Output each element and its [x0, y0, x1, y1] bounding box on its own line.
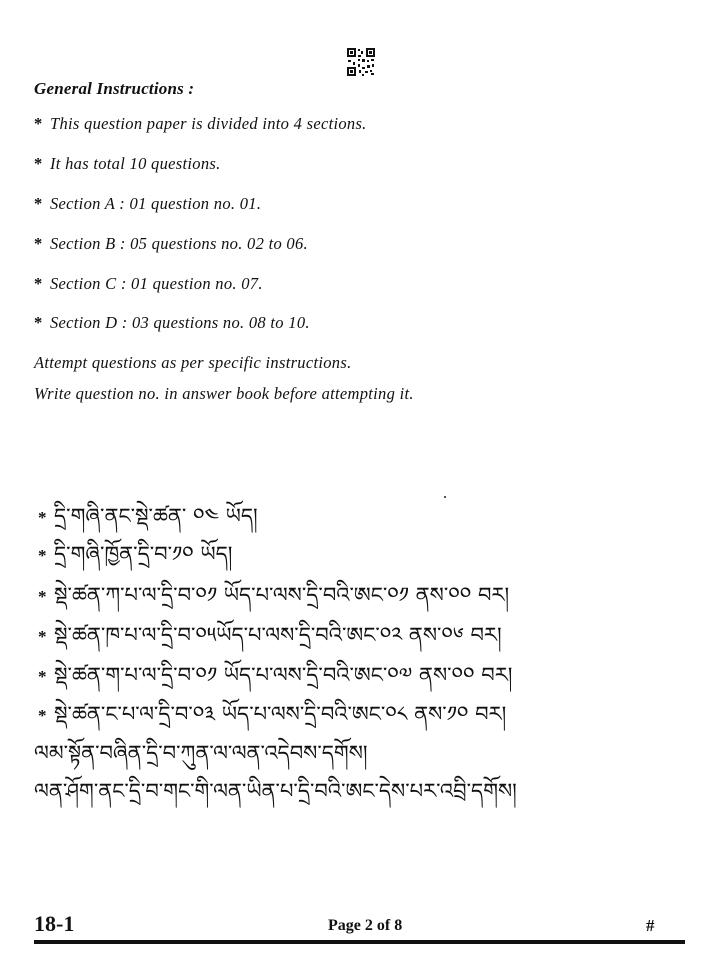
note-line: Attempt questions as per specific instructions. [34, 353, 352, 372]
instruction-line [34, 234, 308, 254]
tibetan-note-line: ལན་ཤོག་ནང་དྲི་བ་གང་གི་ལན་ཡིན་པ་དྲི་བའི་ཨང་དེས་པར་འབྲི་དགོས། [34, 779, 517, 803]
bullet-star: * [34, 154, 43, 173]
bullet-star: * [38, 667, 47, 686]
bullet-star: * [38, 587, 47, 606]
bullet-star: * [38, 546, 47, 565]
bullet-star: * [38, 508, 47, 527]
instruction-line [34, 194, 261, 214]
bullet-star: * [34, 313, 43, 332]
footer-rule [34, 940, 685, 944]
instruction-line [34, 154, 221, 174]
footer-mark: # [646, 916, 655, 935]
tibetan-text: སྡེ་ཚན་ཁ་པ་ལ་དྲི་བ་༠༥ཡོད་པ་ལས་དྲི་བའི་ཨང་༠༢ ནས་༠༦ བར། [54, 623, 502, 647]
instructions-heading: General Instructions : [34, 79, 195, 98]
instruction-text: Section D : 03 questions no. 08 to 10. [50, 313, 310, 332]
bullet-star: * [34, 274, 43, 293]
bullet-star: * [38, 627, 47, 646]
tibetan-note-line: ལམ་སྟོན་བཞིན་དྲི་བ་ཀུན་ལ་ལན་འདེབས་དགོས། [34, 741, 368, 765]
instruction-text: Section A : 01 question no. 01. [50, 194, 262, 213]
instruction-line [34, 274, 263, 294]
bullet-star: * [34, 194, 43, 213]
paper-code: 18-1 [34, 911, 75, 936]
stray-dot [444, 496, 446, 498]
tibetan-text: སྡེ་ཚན་ག་པ་ལ་དྲི་བ་༠༡ ཡོད་པ་ལས་དྲི་བའི་ཨང་༠༧ ནས་༠༠ བར། [54, 663, 513, 687]
tibetan-text: སྡེ་ཚན་ཀ་པ་ལ་དྲི་བ་༠༡ ཡོད་པ་ལས་དྲི་བའི་ཨང་༠༡ ནས་༠༠ བར། [54, 583, 510, 607]
bullet-star: * [34, 114, 43, 133]
tibetan-text: སྡེ་ཚན་ང་པ་ལ་དྲི་བ་༠༣ ཡོད་པ་ལས་དྲི་བའི་ཨང་༠༨ ནས་༡༠ བར། [54, 702, 507, 726]
qr-code [347, 48, 375, 76]
bullet-star: * [34, 234, 43, 253]
instruction-text: Section C : 01 question no. 07. [50, 274, 263, 293]
instruction-text: Section B : 05 questions no. 02 to 06. [50, 234, 308, 253]
note-line: Write question no. in answer book before attempting it. [34, 384, 414, 403]
instruction-text: It has total 10 questions. [50, 154, 221, 173]
instruction-line [34, 114, 367, 134]
bullet-star: * [38, 706, 47, 725]
instruction-text: This question paper is divided into 4 sections. [50, 114, 367, 133]
tibetan-text: དྲི་གཞི་ནང་སྡེ་ཚན་ ༠༤ ཡོད། [54, 504, 258, 528]
tibetan-text: དྲི་གཞི་ཁྱོན་དྲི་བ་༡༠ ཡོད། [54, 542, 233, 566]
page-number: Page 2 of 8 [328, 917, 403, 934]
instruction-line [34, 313, 310, 333]
